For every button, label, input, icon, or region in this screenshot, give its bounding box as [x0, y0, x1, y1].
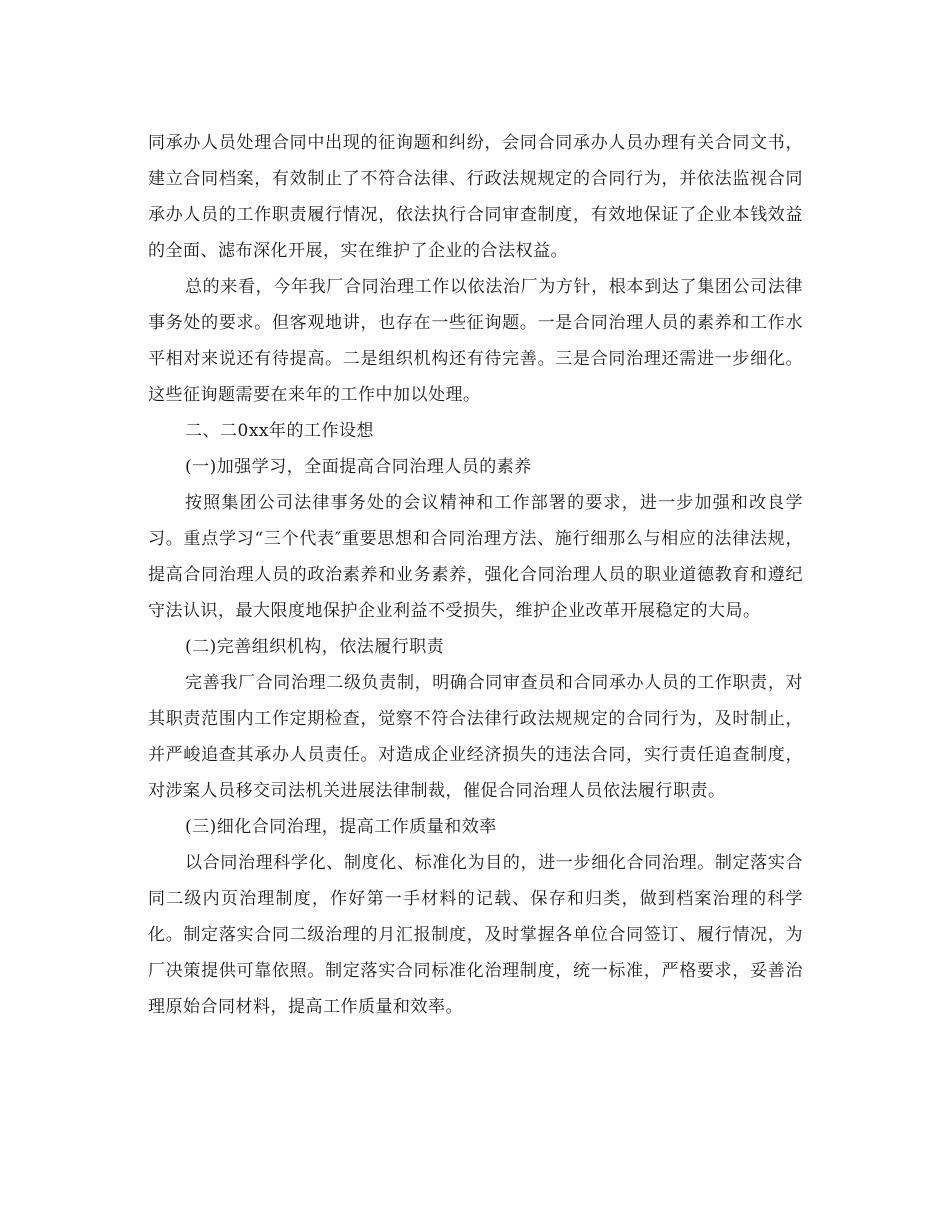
subheading-refine-management: (三)细化合同治理，提高工作质量和效率 — [185, 817, 497, 837]
paragraph-learning: 按照集团公司法律事务处的会议精神和工作部署的要求，进一步加强和改良学习。重点学习“三个代表″重要思想和合同治理方法、施行细那么与相应的法律法规，提高合同治理人员的政治素养和业务素养，强化合同治理人员的职业道德教育和遵纪守法认识，最大限度地保护企业利益不受损失，维护企业改革开展稳定的大局。 — [148, 493, 803, 621]
paragraph-refine-management: 以合同治理科学化、制度化、标准化为目的，进一步细化合同治理。制定落实合同二级内页治理制度，作好第一手材料的记载、保存和归类，做到档案治理的科学化。制定落实合同二级治理的月汇报制度，及时掌握各单位合同签订、履行情况，为厂决策提供可靠依照。制定落实合同标准化治理制度，统一标准，严格要求，妥善治理原始合同材料，提高工作质量和效率。 — [148, 853, 803, 1017]
document-body — [148, 125, 803, 1025]
paragraph-organization: 完善我厂合同治理二级负责制，明确合同审查员和合同承办人员的工作职责，对其职责范围内工作定期检查，觉察不符合法律行政法规规定的合同行为，及时制止，并严峻追查其承办人员责任。对造成企业经济损失的违法合同，实行责任追查制度，对涉案人员移交司法机关进展法律制裁，催促合同治理人员依法履行职责。 — [148, 673, 803, 801]
paragraph-summary: 总的来看，今年我厂合同治理工作以依法治厂为方针，根本到达了集团公司法律事务处的要求。但客观地讲，也存在一些征询题。一是合同治理人员的素养和工作水平相对来说还有待提高。二是组织机构还有待完善。三是合同治理还需进一步细化。这些征询题需要在来年的工作中加以处理。 — [148, 277, 803, 405]
subheading-strengthen-learning: (一)加强学习，全面提高合同治理人员的素养 — [185, 457, 532, 477]
section-heading-work-plan: 二、二0xx年的工作设想 — [185, 421, 374, 441]
paragraph-continuation: 同承办人员处理合同中出现的征询题和纠纷，会同合同承办人员办理有关合同文书，建立合同档案，有效制止了不符合法律、行政法规规定的合同行为，并依法监视合同承办人员的工作职责履行情况，依法执行合同审查制度，有效地保证了企业本钱效益的全面、滤布深化开展，实在维护了企业的合法权益。 — [148, 133, 803, 261]
subheading-improve-organization: (二)完善组织机构，依法履行职责 — [185, 637, 445, 657]
